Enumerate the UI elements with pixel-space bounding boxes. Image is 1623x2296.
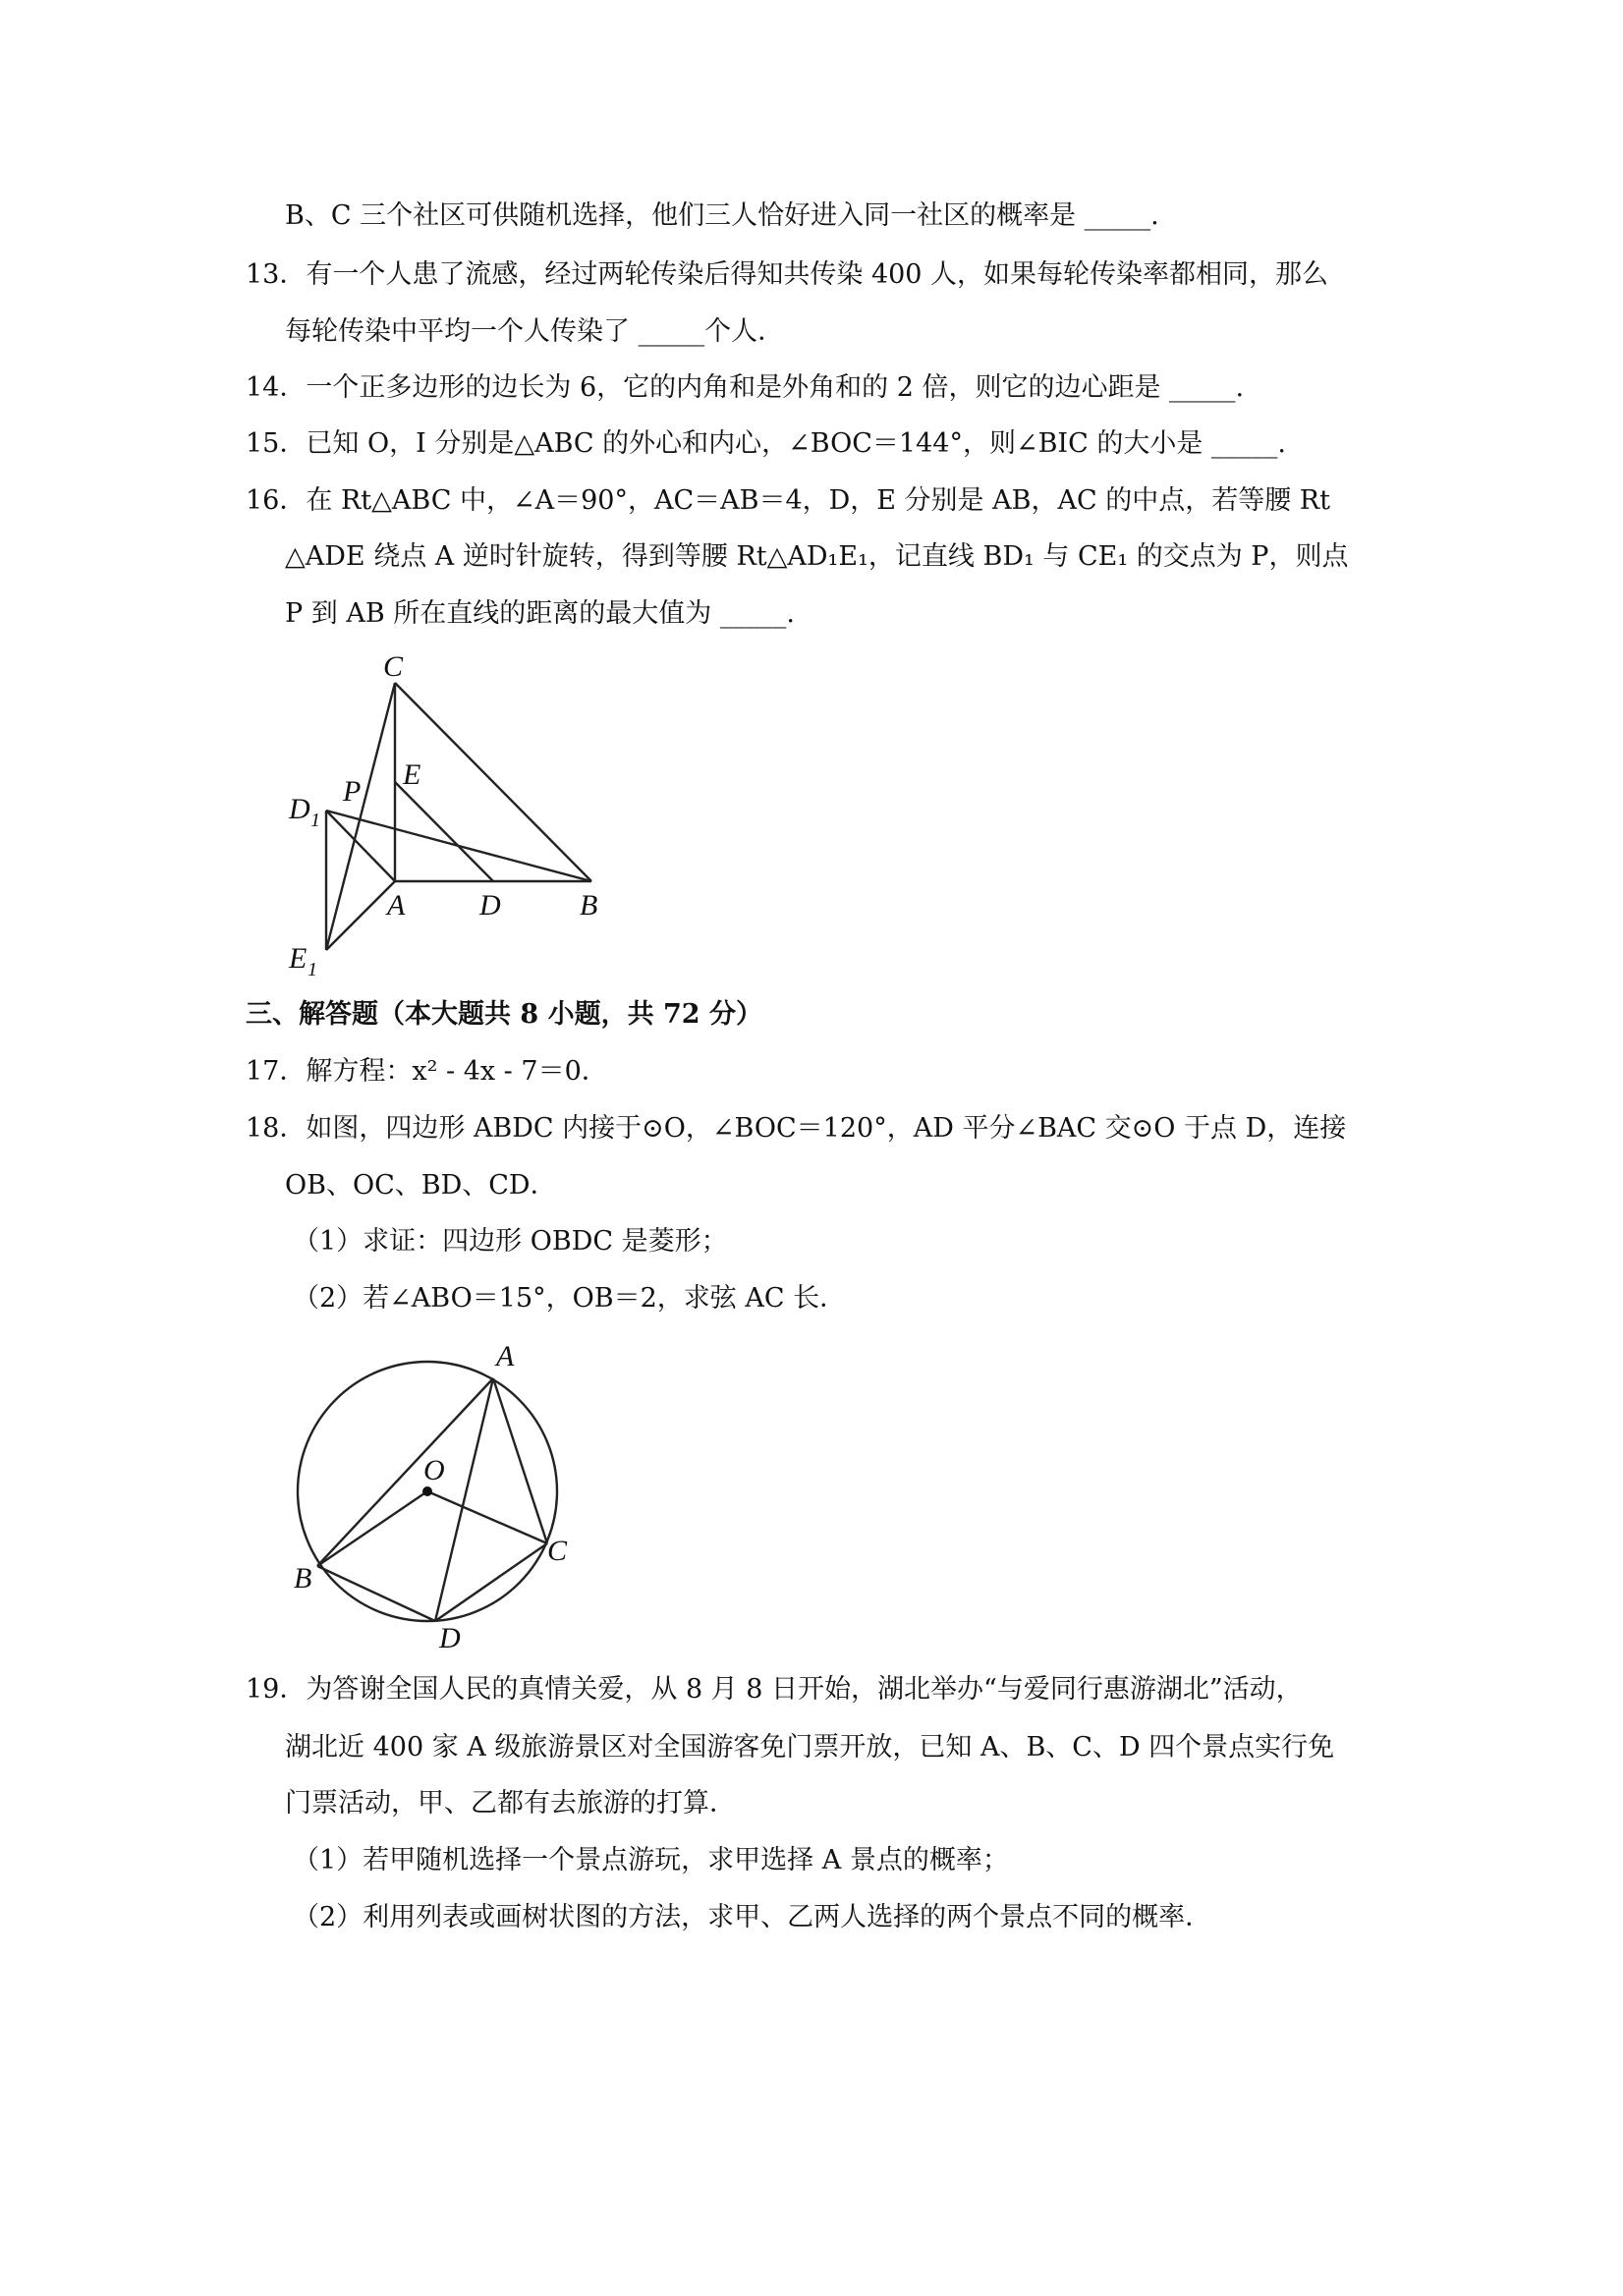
label-E: E <box>403 758 421 791</box>
q18-line2: OB、OC、BD、CD． <box>285 1170 557 1201</box>
segment-E1A <box>326 881 395 950</box>
q15: 15．已知 O，I 分别是△ABC 的外心和内心，∠BOC＝144°，则∠BIC 的大小是 _____. <box>246 428 1286 459</box>
section-3-heading: 三、解答题（本大题共 8 小题，共 72 分） <box>246 999 762 1030</box>
q12-continuation: B、C 三个社区可供随机选择，他们三人恰好进入同一社区的概率是 _____. <box>285 200 1159 231</box>
segment-CB <box>395 683 591 881</box>
label-O: O <box>423 1454 445 1486</box>
q19-line3: 门票活动，甲、乙都有去旅游的打算． <box>285 1788 736 1819</box>
label-D1: D <box>289 793 310 825</box>
label-P: P <box>343 775 362 808</box>
q19-line1: 19．为答谢全国人民的真情关爱，从 8 月 8 日开始，湖北举办“与爱同行惠游湖北”活动， <box>246 1674 1303 1705</box>
q19-part1: （1）若甲随机选择一个景点游玩，求甲选择 A 景点的概率； <box>293 1845 1009 1876</box>
q18-part1: （1）求证：四边形 OBDC 是菱形； <box>293 1226 728 1257</box>
segment-BD <box>317 1566 435 1621</box>
label-A: A <box>496 1340 515 1372</box>
q17: 17．解方程：x² - 4x - 7＝0． <box>246 1056 608 1087</box>
q16-line1: 16．在 Rt△ABC 中，∠A＝90°，AC＝AB＝4，D，E 分别是 AB，AC 的中点，若等腰 Rt <box>246 485 1330 516</box>
q19-line2: 湖北近 400 家 A 级旅游景区对全国游客免门票开放，已知 A、B、C、D 四个景点实行免 <box>285 1732 1335 1763</box>
label-D: D <box>439 1622 461 1651</box>
segment-AC <box>493 1378 547 1543</box>
label-D: D <box>479 889 501 922</box>
q18-part2: （2）若∠ABO＝15°，OB＝2，求弦 AC 长． <box>293 1283 847 1314</box>
line-CE1 <box>326 683 395 950</box>
label-E1-sub: 1 <box>308 959 317 980</box>
segment-OC <box>427 1491 547 1543</box>
q16-line2: △ADE 绕点 A 逆时针旋转，得到等腰 Rt△AD₁E₁，记直线 BD₁ 与 CE₁ 的交点为 P，则点 <box>285 541 1349 572</box>
center-point-O <box>422 1486 432 1496</box>
segment-AB <box>317 1378 493 1566</box>
label-E1: E <box>289 942 308 975</box>
label-A: A <box>387 889 406 922</box>
q14: 14．一个正多边形的边长为 6，它的内角和是外角和的 2 倍，则它的边心距是 _____. <box>246 372 1245 403</box>
q18-line1: 18．如图，四边形 ABDC 内接于⊙O，∠BOC＝120°，AD 平分∠BAC 交⊙O 于点 D，连接 <box>246 1113 1347 1144</box>
q18-figure <box>280 1336 575 1651</box>
segment-OB <box>317 1491 427 1566</box>
label-B: B <box>580 889 598 922</box>
q19-part2: （2）利用列表或画树状图的方法，求甲、乙两人选择的两个景点不同的概率． <box>293 1902 1212 1932</box>
label-C: C <box>547 1535 568 1567</box>
q16-line3: P 到 AB 所在直线的距离的最大值为 _____. <box>285 598 795 629</box>
label-D1-sub: 1 <box>310 810 320 831</box>
q16-figure <box>275 644 629 982</box>
label-C: C <box>383 650 404 683</box>
q13-line1: 13．有一个人患了流感，经过两轮传染后得知共传染 400 人，如果每轮传染率都相同，那么 <box>246 259 1329 290</box>
q13-line2: 每轮传染中平均一个人传染了 _____个人． <box>285 316 785 347</box>
label-B: B <box>294 1562 312 1595</box>
